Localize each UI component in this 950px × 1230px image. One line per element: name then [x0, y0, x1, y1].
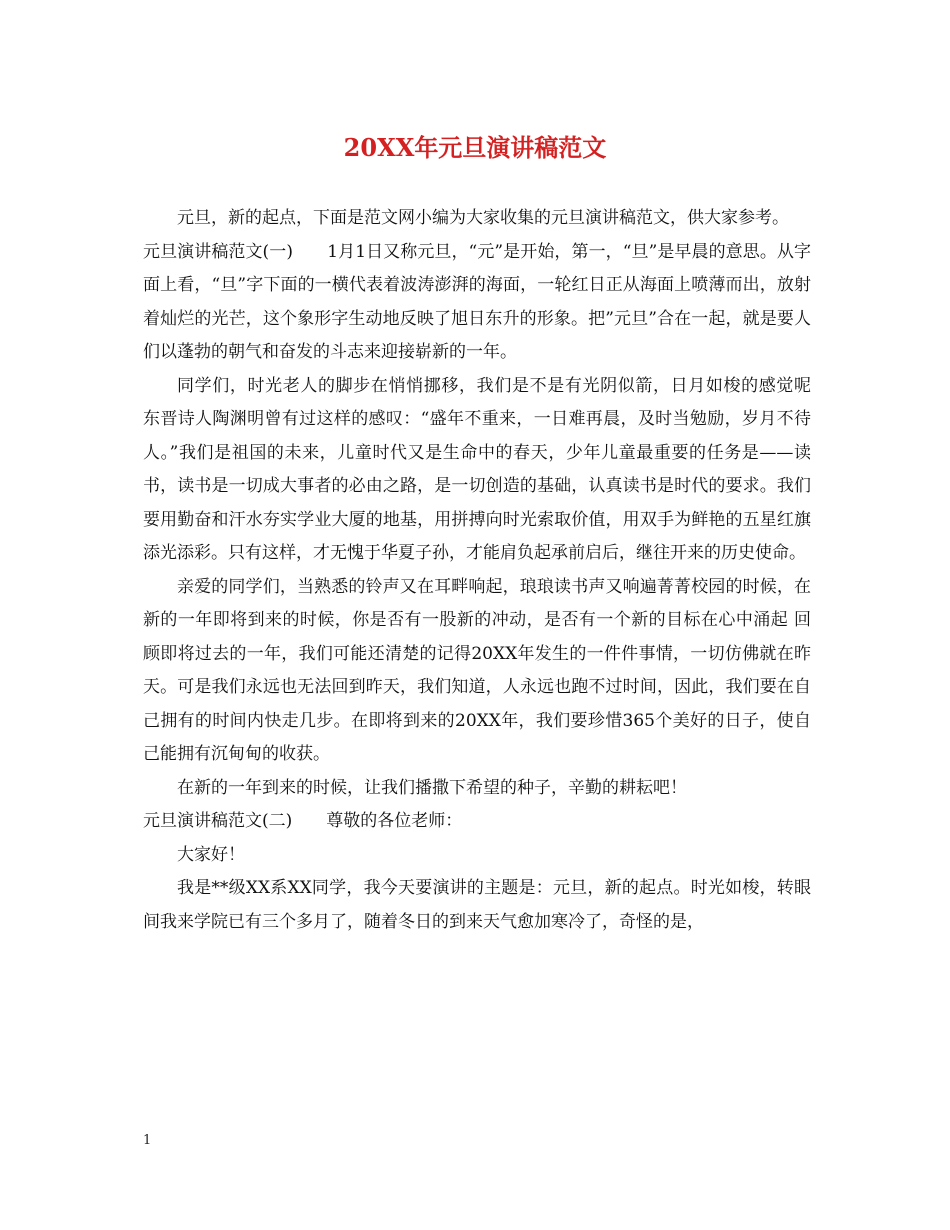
paragraph-closing-wish: 在新的一年到来的时候，让我们播撒下希望的种子，辛勤的耕耘吧！: [177, 777, 687, 798]
paragraph-time-passing: 同学们，时光老人的脚步在悄悄挪移，我们是不是有光阴似箭，日月如梭的感觉呢 东晋诗人陶渊明曾有过这样的感叹：“盛年不重来，一日难再晨，及时当勉励，岁月不待人。”我们是祖国的未来，儿童时代又是生命中的春天，少年儿童最重要的任务是——读书，读书是一切成大事者的必由之路，是一切创造的基础，认真读书是时代的要求。我们要用勤奋和汗水夯实学业大厦的地基，用拼搏向时光索取价值，用双手为鲜艳的五星红旗添光添彩。只有这样，才无愧于华夏子孙，才能肩负起承前启后，继往开来的历史使命。: [143, 375, 811, 563]
document-body: [143, 202, 811, 939]
paragraph-greeting: 大家好！: [177, 844, 245, 865]
paragraph-new-year-goals: 亲爱的同学们，当熟悉的铃声又在耳畔响起，琅琅读书声又响遍菁菁校园的时候，在新的一年即将到来的时候，你是否有一股新的冲动，是否有一个新的目标在心中涌起 回顾即将过去的一年，我们可能还清楚的记得20XX年发生的一件件事情，一切仿佛就在昨天。可是我们永远也无法回到昨天，我们知道，人永远也跑不过时间，因此，我们要在自己拥有的时间内快走几步。在即将到来的20XX年，我们要珍惜365个美好的日子，使自己能拥有沉甸甸的收获。: [143, 576, 811, 764]
page-number: 1: [143, 1133, 152, 1148]
document-title: 20XX年元旦演讲稿范文: [343, 133, 607, 162]
paragraph-speech-one-opening: 元旦演讲稿范文(一) 1月1日又称元旦，“元”是开始，第一，“旦”是早晨的意思。从字面上看，“旦”字下面的一横代表着波涛澎湃的海面，一轮红日正从海面上喷薄而出，放射着灿烂的光芒，这个象形字生动地反映了旭日东升的形象。把”元旦”合在一起，就是要人们以蓬勃的朝气和奋发的斗志来迎接崭新的一年。: [143, 241, 811, 362]
paragraph-speech-two-opening: 元旦演讲稿范文(二) 尊敬的各位老师：: [143, 811, 463, 831]
paragraph-self-introduction: 我是**级XX系XX同学，我今天要演讲的主题是：元旦，新的起点。时光如梭，转眼间我来学院已有三个多月了，随着冬日的到来天气愈加寒冷了，奇怪的是，: [143, 878, 811, 932]
paragraph-intro: 元旦，新的起点，下面是范文网小编为大家收集的元旦演讲稿范文，供大家参考。: [177, 208, 789, 228]
